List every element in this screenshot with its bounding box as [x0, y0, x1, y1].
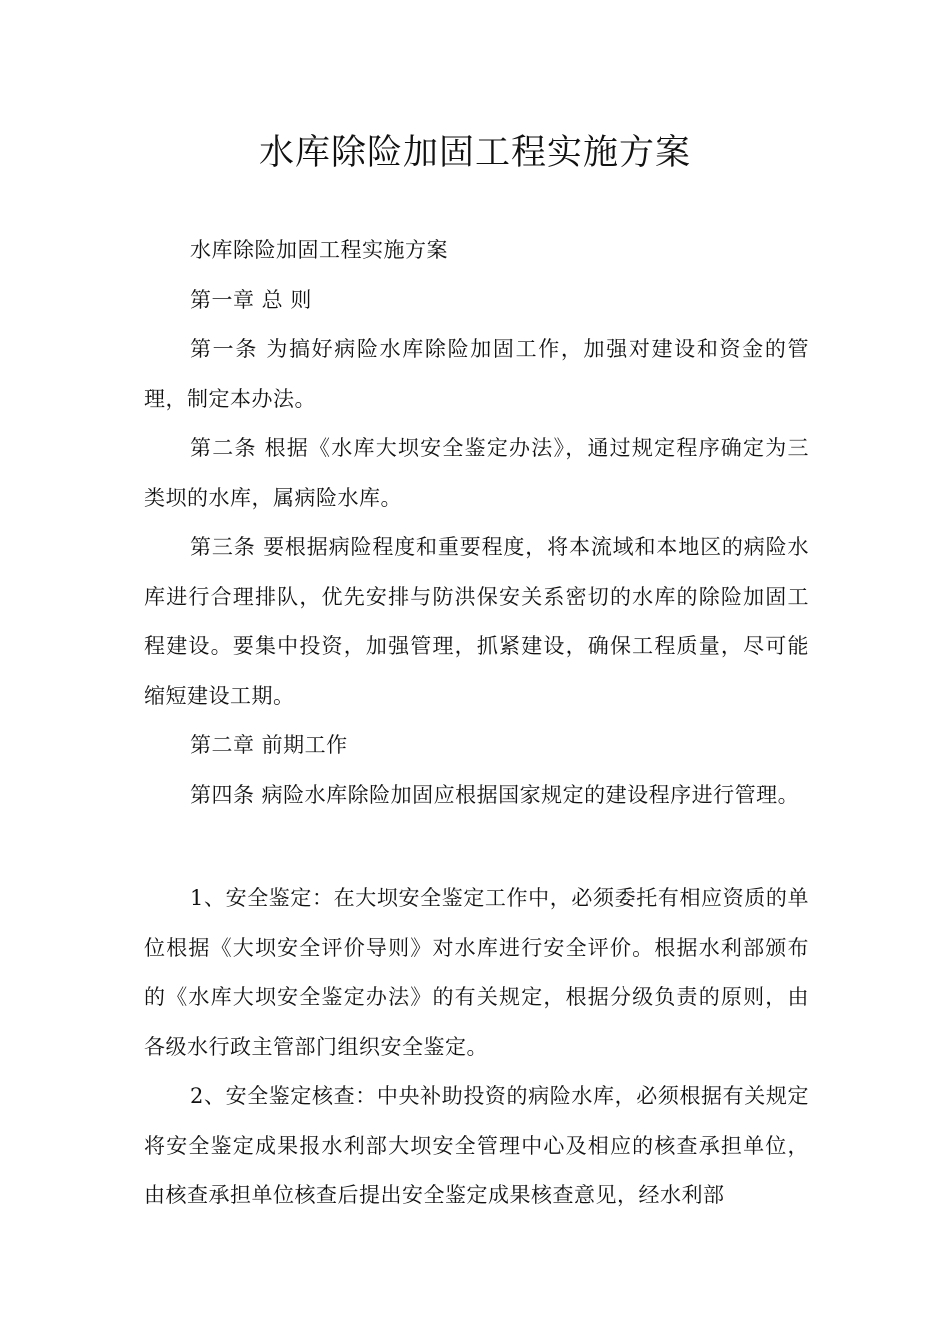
paragraph-article-3: 第三条 要根据病险程度和重要程度，将本流域和本地区的病险水库进行合理排队，优先安排与防洪保安关系密切的水库的除险加固工程建设。要集中投资，加强管理，抓紧建设，确保工程质量，尽可能缩短建设工期。	[144, 535, 809, 708]
paragraph-chapter-1: 第一章 总 则	[190, 287, 312, 312]
paragraph-subtitle: 水库除险加固工程实施方案	[190, 238, 448, 262]
document-title: 水库除险加固工程实施方案	[258, 133, 691, 173]
paragraph-article-1: 第一条 为搞好病险水库除险加固工作，加强对建设和资金的管理，制定本办法。	[144, 337, 809, 411]
paragraph-item-2: 2、安全鉴定核查：中央补助投资的病险水库，必须根据有关规定将安全鉴定成果报水利部大坝安全管理中心及相应的核查承担单位，由核查承担单位核查后提出安全鉴定成果核查意见，经水利部	[144, 1084, 809, 1207]
paragraph-item-1: 1、安全鉴定：在大坝安全鉴定工作中，必须委托有相应资质的单位根据《大坝安全评价导则》对水库进行安全评价。根据水利部颁布的《水库大坝安全鉴定办法》的有关规定，根据分级负责的原则，由各级水行政主管部门组织安全鉴定。	[144, 886, 809, 1059]
body-text-top	[144, 226, 809, 820]
paragraph-article-4: 第四条 病险水库除险加固应根据国家规定的建设程序进行管理。	[190, 782, 800, 807]
body-text-bottom	[144, 874, 809, 1221]
paragraph-chapter-2: 第二章 前期工作	[190, 733, 348, 757]
paragraph-article-2: 第二条 根据《水库大坝安全鉴定办法》，通过规定程序确定为三类坝的水库，属病险水库。	[144, 436, 809, 510]
